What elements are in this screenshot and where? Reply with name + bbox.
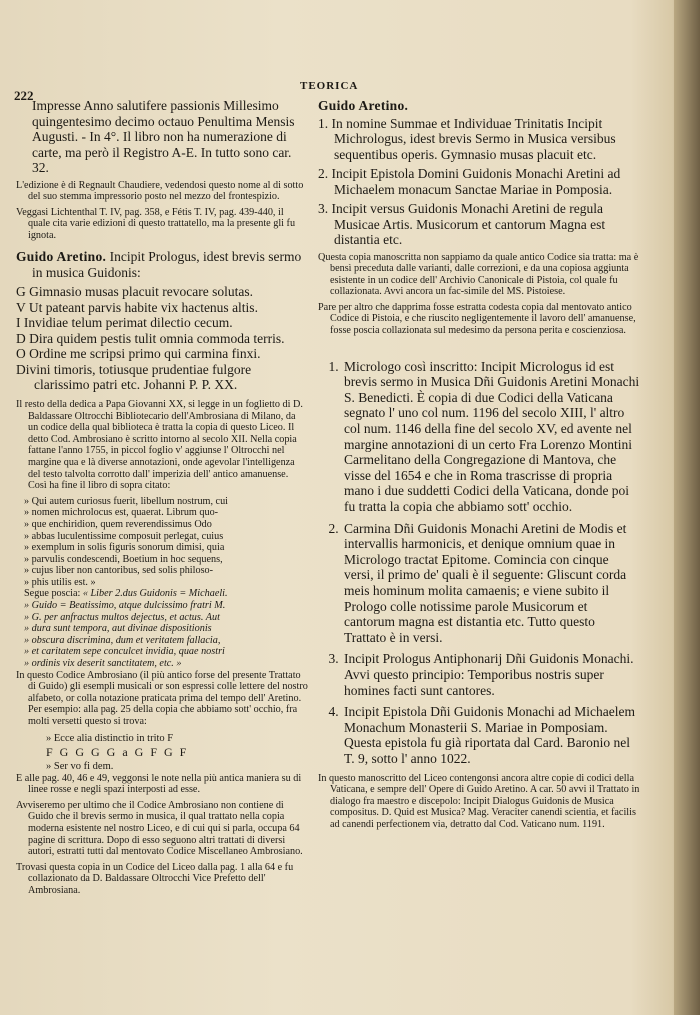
quote-line: » cujus liber non cantoribus, sed solis philoso- — [24, 565, 214, 577]
colophon: Impresse Anno salutifere passionis Millesimo quingentesimo decimo octauo Penultima Mensis Augusti. - In 4°. Il libro non ha numerazione di carte, ma però il Registro A-E. In tutto sono car. 32. — [32, 98, 295, 175]
section-spacer — [318, 341, 640, 355]
quote-line: » nomen michrolocus est, quaerat. Librum quo- — [24, 507, 219, 519]
page-number: 222 — [14, 88, 34, 103]
poem-line: D Dira quidem pestis tulit omnia commoda terris. — [16, 330, 285, 346]
guido-prologus — [16, 249, 308, 280]
item-top-1: 1. In nomine Summae et Individuae Trinitatis Incipit Michrologus, idest brevis Sermo in Musica versibus sequentibus operis. Gymnasio musas placuit etc. — [318, 115, 616, 162]
prologus-title: Incipit Prologus, idest brevis sermo in musica Guidonis: — [32, 249, 302, 280]
list-item: 3. Incipit Prologus Antiphonarij Dñi Guidonis Monachi. Avvi questo principio: Temporibus nostris super homines facti sunt cantores. — [342, 651, 640, 698]
quote-line: » Qui autem curiosus fuerit, libellum nostrum, cui — [24, 495, 228, 507]
trito-line: » Ecce alia distinctio in trito F — [46, 732, 174, 744]
note-edition: L'edizione è di Regnault Chaudiere, vedendosi questo nome al di sotto del suo stemma impressorio posto nel mezzo del frontespizio. — [16, 179, 304, 203]
quote-line: » que enchiridion, quem reverendissimus Odo — [24, 518, 212, 530]
quote-line: » dura sunt tempora, aut divinae dispositionis — [24, 623, 212, 635]
running-head: TEORICA — [300, 80, 359, 92]
segue-text: Segue poscia: — [24, 588, 81, 600]
quote-line: » Guido = Beatissimo, atque dulcissimo fratri M. — [24, 600, 226, 612]
quote-line: » et caritatem sepe conculcet invidia, quae nostri — [24, 646, 225, 658]
quote-block-2 — [16, 588, 308, 669]
list-item: 1. Micrologo così inscritto: Incipit Micrologus id est brevis sermo in Musica Dñi Guidonis Aretini Monachi S. Benedicti. È copia di due Codici della Vaticana segnato l' uno col num. 1196 del secolo XIII, l' altro col num. 1146 della fine del secolo XV, ed avente nel margine annotazioni di un certo Fra Lorenzo Montini Carmelitano della Congregazione di Mantova, che visse del 1654 e che in Roma trascrisse di propria mano i due suddetti Codici della Vaticana, donde poi fu tratta la copia che abbiamo sott' occhio. — [342, 359, 640, 515]
author-name: Guido Aretino. — [16, 249, 107, 265]
resto-paragraph: Il resto della dedica a Papa Giovanni XX, si legge in un foglietto di D. Baldassare Oltrocchi Bibliotecario dell'Ambrosiana di Milano, da un codice della qual biblioteca è tratta la copia di questo Liceo. Il detto Cod. Ambrosiano è scritto intorno al secolo XII. Nella copia fattane l'anno 1755, in piccol foglio v' aggiunse l' Oltrocchi nel margine qua e là diverse annotazioni, onde agevolar l'intelligenza del testo talvolta corrotto dall' imperizia dell' antico amanuense. Così ha fine il libro di sopra citato: — [16, 398, 303, 492]
note-amanuense: Pare per altro che dapprima fosse estratta codesta copia dal mentovato antico Codice di Pistoia, e che riuscito negligentemente il lavoro dell' amanuense, fosse poscia collazionata sul medesimo da persona perita e coscienziosa. — [318, 301, 636, 337]
page-gutter — [674, 0, 700, 1015]
quote-line: » exemplum in solis figuris sonorum dimisi, quia — [24, 542, 225, 554]
list-item: 2. Carmina Dñi Guidonis Monachi Aretini de Modis et intervallis harmonicis, et denique omnium quae in Micrologo tractat Epitome. Comincia con cinque versi, il primo de' quali è il seguente: Gliscunt corda meis hominum molita camaenis; e viene subito il Prologo colle notissime parole Musicorum et cantorum magna est distantia etc. Tutto questo Trattato è in versi. — [342, 521, 640, 646]
quote-line: » abbas luculentissime composuit perlegat, cuius — [24, 530, 224, 542]
acrostic-poem — [16, 284, 308, 393]
list-item: 4. Incipit Epistola Dñi Guidonis Monachi ad Michaelem Monachum Monasterii S. Mariae in Pomposiam. Questa epistola fu già riportata dal Card. Baronio nel T. 9, sotto l' anno 1022. — [342, 704, 640, 766]
item-top-3: 3. Incipit versus Guidonis Monachi Aretini de regula Musicae Artis. Musicorum et cantorum Magna est distantia etc. — [318, 201, 606, 247]
quote-line: « Liber 2.dus Guidonis = Michaeli. — [82, 588, 228, 600]
segue-label — [16, 588, 308, 600]
poem-line: I Invidiae telum perimat dilectio cecum. — [16, 315, 233, 331]
pag40-paragraph: E alle pag. 40, 46 e 49, veggonsi le note nella più antica maniera su di linee rosse e negli spazi interposti ad esse. — [16, 772, 302, 796]
final-note: In questo manoscritto del Liceo contengonsi ancora altre copie di codici della Vaticana, e sempre dell' Opere di Guido Aretino. A car. 50 avvi il Trattato in dialogo fra maestro e discepolo: Incipit Dialogus Guidonis de Musica compositus. D. Quid est Musica? Mag. Veraciter canendi scientia, et facilis ad canendi perfectionem via, detratto dal Cod. Vaticano num. 1191. — [318, 772, 640, 830]
note-pistoia: Questa copia manoscritta non sappiamo da quale antico Codice sia tratta: ma è bensì preceduta dalle varianti, dalle correzioni, e da una copiosa aggiunta esistente in un codice dell' Archivio Canonicale di Pistoia, col quale fu collazionata. Avvi ancora un fac-simile del MS. Pistoiese. — [318, 251, 639, 298]
trovasi-paragraph: Trovasi questa copia in un Codice del Liceo dalla pag. 1 alla 64 e fu collazionato da D. Baldassare Oltrocchi Vice Prefetto dell' Ambrosiana. — [16, 861, 294, 896]
note-lichtenthal: Veggasi Lichtenthal T. IV, pag. 358, e Fétis T. IV, pag. 439-440, il quale cita varie edizioni di questo trattatello, ma la presente gli fu ignota. — [16, 206, 296, 241]
avviseremo-paragraph: Avviseremo per ultimo che il Codice Ambrosiano non contiene di Guido che il brevis sermo in musica, il qual trattato nella copia moderna esistente nel nostro Liceo, e di cui qui si parla, occupa 64 pagine di scrittura. Dopo di esso seguono altri trattati di diversi autori, estratti tutti dal mentovato Codice Miscellaneo Ambrosiano. — [16, 799, 303, 858]
right-column — [318, 98, 640, 834]
quote-line: » phis utilis est. » — [24, 576, 96, 588]
trito-end: » Ser vo fi dem. — [46, 760, 114, 772]
manuscript-list — [318, 359, 640, 767]
quote-line: » ordinis vix deserit sanctitatem, etc. » — [24, 658, 182, 670]
quote-line: » obscura discrimina, dum et veritatem fallacia, — [24, 634, 221, 646]
codice-paragraph: In questo Codice Ambrosiano (il più antico forse del presente Trattato di Guido) gli esempli musicali or son espressi colle lettere del nostro alfabeto, or colla notazione praticata prima del tempo dell' Aretino. Per esempio: alla pag. 25 della copia che abbiamo sott' occhio, fra molti versetti questo si trova: — [16, 669, 308, 727]
poem-line: Divini timoris, totiusque prudentiae fulgore clarissimo patri etc. Johanni P. P. XX. — [16, 361, 252, 393]
quote-line: » G. per anfractus multos dejectus, et actus. Aut — [24, 611, 220, 623]
left-column — [16, 98, 308, 901]
quote-line: » parvulis condescendi, Boetium in hoc sequens, — [24, 553, 223, 565]
quote-block-1 — [16, 496, 308, 589]
poem-line: V Ut pateant parvis habite vix hactenus altis. — [16, 299, 258, 315]
author-name-right: Guido Aretino. — [318, 98, 409, 113]
poem-line: O Ordine me scripsi primo qui carmina finxi. — [16, 346, 261, 362]
item-top-2: 2. Incipit Epistola Domini Guidonis Monachi Aretini ad Michaelem monacum Sanctae Mariae in Pomposia. — [318, 166, 621, 197]
trito-notes: F G G G G a G F G F — [46, 744, 189, 759]
poem-line: G Gimnasio musas placuit revocare solutas. — [16, 284, 253, 300]
